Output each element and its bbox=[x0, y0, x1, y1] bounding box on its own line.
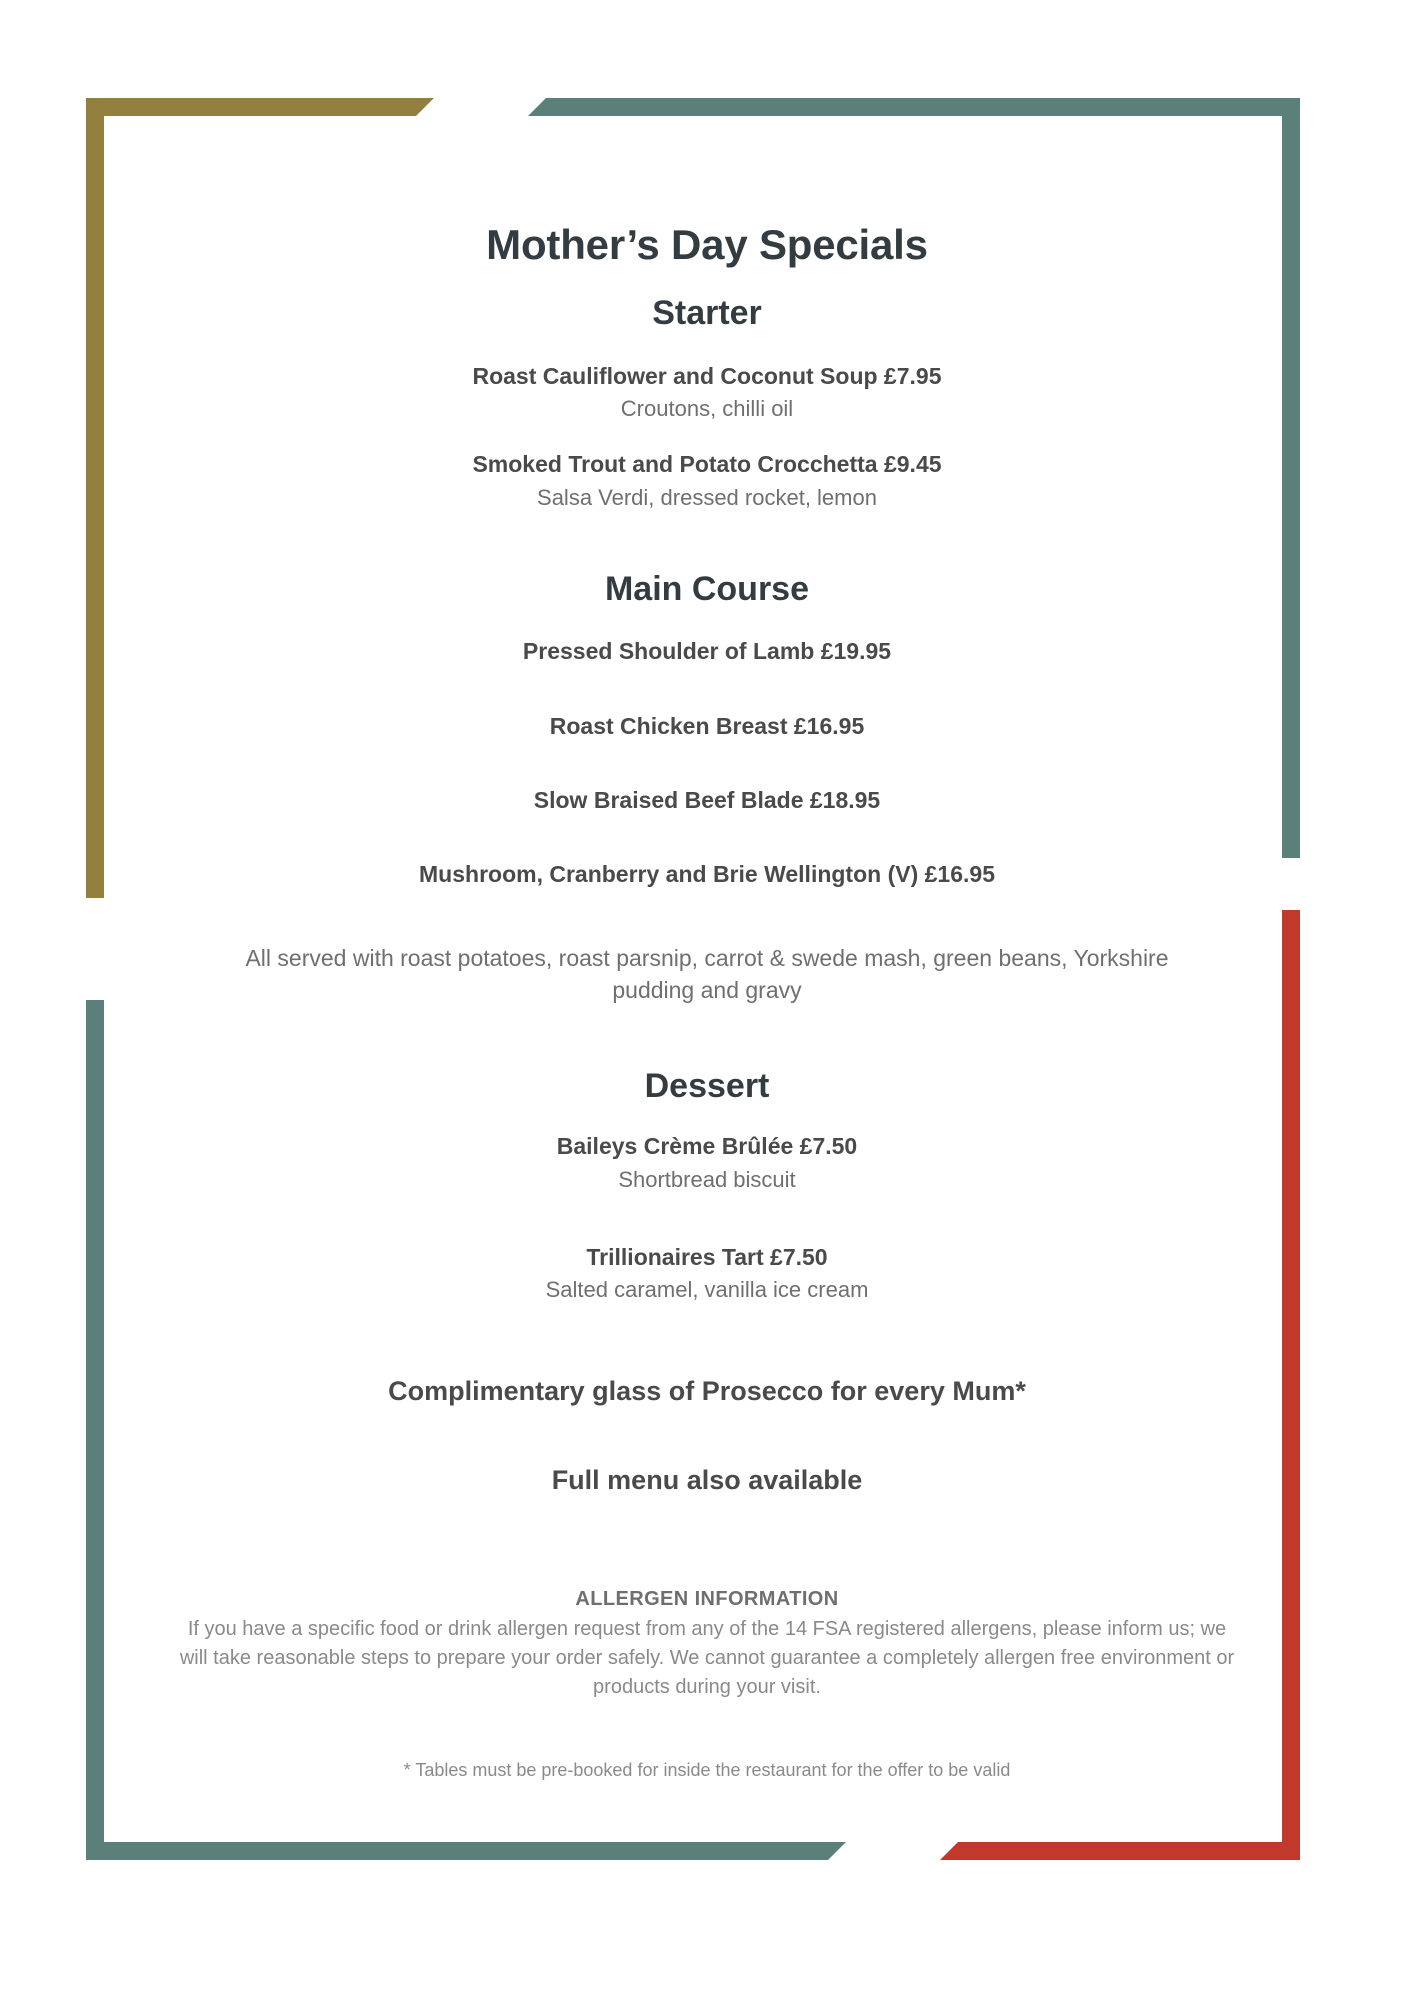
menu-item-name: Roast Chicken Breast £16.95 bbox=[549, 712, 865, 739]
menu-item-name: Mushroom, Cranberry and Brie Wellington (V) £16.95 bbox=[419, 861, 995, 888]
frame-bar-bottom-teal bbox=[86, 1842, 846, 1860]
menu-item bbox=[150, 1242, 1264, 1304]
menu-item-name: Trillionaires Tart £7.50 bbox=[586, 1243, 828, 1270]
main-course-item-list bbox=[150, 636, 1264, 889]
promo-full-menu: Full menu also available bbox=[551, 1465, 863, 1496]
menu-item bbox=[150, 711, 1264, 741]
menu-item-name: Baileys Crème Brûlée £7.50 bbox=[556, 1133, 858, 1160]
dessert-item-list bbox=[150, 1131, 1264, 1304]
section-heading-main-course: Main Course bbox=[604, 569, 810, 608]
frame-bar-left-gold bbox=[86, 98, 104, 898]
allergen-information-body: If you have a specific food or drink allergen request from any of the 14 FSA registered allergens, please inform us; we will take reasonable steps to prepare your order safely. We cannot guarantee a completely allergen free environment or products during your visit. bbox=[179, 1618, 1235, 1699]
section-heading-dessert: Dessert bbox=[644, 1066, 770, 1105]
menu-item-description: Shortbread biscuit bbox=[618, 1166, 796, 1192]
menu-item-name: Slow Braised Beef Blade £18.95 bbox=[533, 786, 881, 813]
menu-item-description: Salsa Verdi, dressed rocket, lemon bbox=[537, 484, 877, 510]
menu-title: Mother’s Day Specials bbox=[486, 221, 928, 268]
starter-item-list bbox=[150, 361, 1264, 512]
menu-item bbox=[150, 785, 1264, 815]
menu-item-description: Croutons, chilli oil bbox=[620, 396, 794, 422]
frame-bar-right-red bbox=[1282, 910, 1300, 1860]
menu-item bbox=[150, 1131, 1264, 1193]
menu-item-name: Roast Cauliflower and Coconut Soup £7.95 bbox=[472, 362, 942, 389]
menu-item-description: Salted caramel, vanilla ice cream bbox=[545, 1277, 869, 1303]
menu-content bbox=[150, 0, 1264, 1784]
menu-item bbox=[150, 449, 1264, 511]
main-course-accompaniments-note: All served with roast potatoes, roast parsnip, carrot & swede mash, green beans, Yorkshire pudding and gravy bbox=[245, 944, 1169, 1004]
frame-bar-right-teal bbox=[1282, 98, 1300, 858]
menu-item bbox=[150, 361, 1264, 423]
promo-prosecco: Complimentary glass of Prosecco for every Mum* bbox=[388, 1376, 1026, 1407]
menu-item bbox=[150, 636, 1264, 666]
menu-item bbox=[150, 859, 1264, 889]
menu-item-name: Smoked Trout and Potato Crocchetta £9.45 bbox=[472, 451, 942, 478]
frame-bar-left-teal bbox=[86, 1000, 104, 1860]
allergen-information bbox=[150, 1588, 1264, 1702]
allergen-information-title: ALLERGEN INFORMATION bbox=[575, 1588, 839, 1611]
menu-item-name: Pressed Shoulder of Lamb £19.95 bbox=[522, 638, 892, 665]
offer-footnote: * Tables must be pre-booked for inside the restaurant for the offer to be valid bbox=[403, 1760, 1011, 1781]
frame-bar-bottom-red bbox=[940, 1842, 1300, 1860]
section-heading-starter: Starter bbox=[652, 294, 762, 333]
